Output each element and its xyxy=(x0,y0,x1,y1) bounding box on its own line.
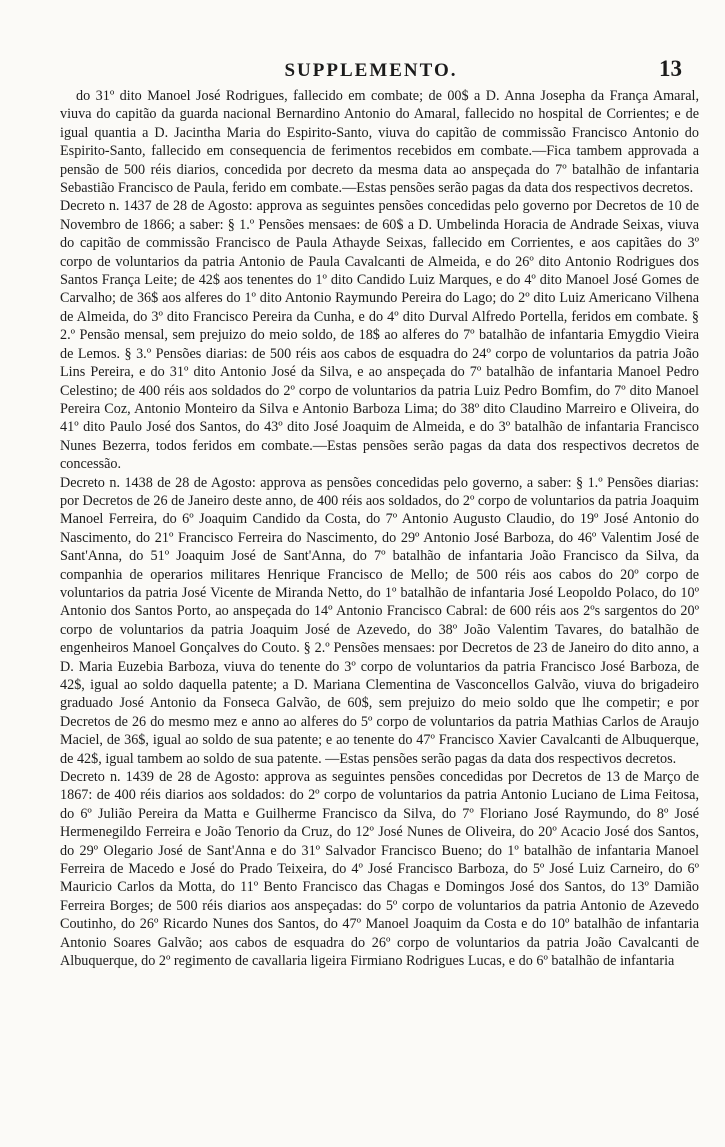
paragraph-decreto-1438: Decreto n. 1438 de 28 de Agosto: approva as pensões concedidas pelo governo, a saber: § 1.º Pensões diarias: por Decretos de 26 de Janeiro deste anno, de 400 réis aos soldados, do 2º corpo de voluntarios da patria Joaquim Manoel Ferreira, do 6º Joaquim Candido da Costa, do 7º Antonio Augusto Claudio, do 19º José Antonio do Nascimento, do 21º Francisco Ferreira do Nascimento, do 29º Antonio José Barboza, do 46º Valentim José de Sant'Anna, do 51º Joaquim José de Sant'Anna, do 7º batalhão de infantaria João Francisco da Silva, da companhia de operarios militares Henrique Francisco de Mello; de 500 réis aos cabos do 20º corpo de voluntarios da patria José Vicente de Miranda Netto, do 1º batalhão de infantaria José Leopoldo Polaco, do 10º Antonio dos Santos Porto, ao anspeçada do 14º Antonio Francisco Cabral: de 600 réis aos 2ºs sargentos do 20º corpo de voluntarios da patria Joaquim José de Azevedo, do 38º João Valentim Tavares, do batalhão de engenheiros Manoel Gonçalves do Couto. § 2.º Pensões mensaes: por Decretos de 23 de Janeiro do dito anno, a D. Maria Euzebia Barboza, viuva do tenente do 3º corpo de voluntarios da patria Francisco José Barboza, de 42$, igual ao soldo daquella patente; a D. Mariana Clementina de Vasconcellos Galvão, viuva do brigadeiro graduado José Antonio da Fonseca Galvão, de 60$, sem prejuizo do meio soldo que lhe competir; e por Decretos de 26 do mesmo mez e anno ao alferes do 5º corpo de voluntarios da patria Mathias Carlos de Araujo Maciel, de 36$, igual ao soldo de sua patente; e ao tenente do 47º Francisco Xavier Cavalcanti de Albuquerque, de 42$, igual tambem ao soldo de sua patente. —Estas pensões serão pagas da data dos respectivos decretos. xyxy=(60,474,699,767)
paragraph-decreto-1439: Decreto n. 1439 de 28 de Agosto: approva as seguintes pensões concedidas por Decretos de 13 de Março de 1867: de 400 réis diarios aos soldados: do 2º corpo de voluntarios da patria Antonio Luciano de Lima Feitosa, do 6º Julião Pereira da Matta e Guilherme Francisco da Silva, do 7º Floriano José Raymundo, do 8º José Hermenegildo Ferreira e João Tenorio da Cruz, do 12º José Nunes de Oliveira, do 20º Acacio José dos Santos, do 29º Olegario José de Sant'Anna e do 31º Salvador Francisco Bueno; do 1º batalhão de infantaria Manoel Ferreira de Macedo e José do Prado Teixeira, do 4º José Francisco Barboza, do 5º José Luiz Carneiro, do 6º Mauricio Carlos da Motta, do 11º Bento Francisco das Chagas e Domingos José dos Santos, do 13º Damião Ferreira Borges; de 500 réis diarios aos anspeçadas: do 5º corpo de voluntarios da patria Antonio de Azevedo Coutinho, do 26º Ricardo Nunes dos Santos, do 47º Manoel Joaquim da Costa e do 10º batalhão de infantaria Antonio Soares Galvão; aos cabos de esquadra do 26º corpo de voluntarios da patria João Cavalcanti de Albuquerque, do 2º regimento de cavallaria ligeira Firmiano Rodrigues Lucas, e do 6º batalhão de infantaria xyxy=(60,769,699,970)
document-body xyxy=(60,87,699,971)
page-title: SUPPLEMENTO. xyxy=(284,60,458,81)
paragraph-continuation: do 31º dito Manoel José Rodrigues, fallecido em combate; de 00$ a D. Anna Josepha da França Amaral, viuva do capitão da guarda nacional Bernardino Antonio do Amaral, fallecido no hospital de Corrientes; e de igual quantia a D. Jacintha Maria do Espirito-Santo, viuva do capitão de commissão Francisco Antonio do Espirito-Santo, fallecido em consequencia de ferimentos recebidos em combate.—Fica tambem approvada a pensão de 500 réis diarios, concedida por decreto da mesma data ao anspeçada do 7º batalhão de infantaria Sebastião Francisco de Paula, ferido em combate.—Estas pensões serão pagas da data dos respectivos decretos. xyxy=(60,88,699,197)
page-number: 13 xyxy=(659,56,682,81)
paragraph-decreto-1437: Decreto n. 1437 de 28 de Agosto: approva as seguintes pensões concedidas pelo governo por Decretos de 10 de Novembro de 1866; a saber: § 1.º Pensões mensaes: de 60$ a D. Umbelinda Horacia de Andrade Seixas, viuva do capitão de commissão Francisco de Paula Athayde Seixas, fallecido em Corrientes, e aos capitães do 3º corpo de voluntarios da patria Antonio de Paula Cavalcanti de Almeida, e do 26º dito Antonio Rodrigues dos Santos França Leite; de 42$ aos tenentes do 1º dito Candido Luiz Marques, e do 4º dito Manoel José Gomes de Carvalho; de 36$ aos alferes do 1º dito Antonio Raymundo Pereira do Lago; do 2º dito Luiz Americano Vilhena de Almeida, do 3º dito Francisco Pereira da Cunha, e do 4º dito Durval Alfredo Portella, feridos em combate. § 2.º Pensão mensal, sem prejuizo do meio soldo, de 18$ ao alferes do 7º batalhão de infantaria Emygdio Vieira de Lemos. § 3.º Pensões diarias: de 500 réis aos cabos de esquadra do 24º corpo de voluntarios da patria João Lins Pereira, e do 31º dito Antonio José da Silva, e ao anspeçada do 7º batalhão de infantaria Manoel Pedro Celestino; de 400 réis aos soldados do 2º corpo de voluntarios da patria Luiz Pedro Bomfim, do 7º dito Manoel Pereira Coz, Antonio Monteiro da Silva e Antonio Barboza Lima; do 38º dito Claudino Marreiro e Oliveira, do 41º dito Paulo José dos Santos, do 43º dito José Joaquim de Almeida, e do 3º batalhão de infantaria Francisco Nunes Bezerra, todos feridos em combate.—Estas pensões serão pagas da data dos respectivos decretos de concessão. xyxy=(60,198,699,473)
page-header xyxy=(60,56,682,86)
